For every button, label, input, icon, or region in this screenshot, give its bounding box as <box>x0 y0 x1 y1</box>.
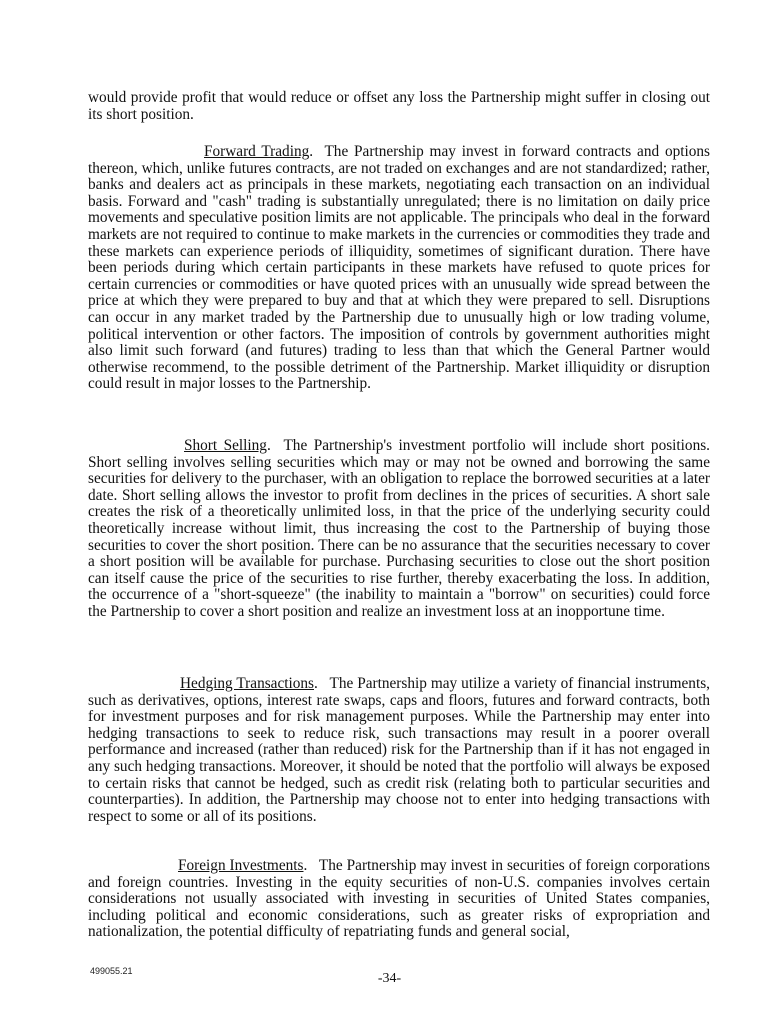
page-number: -34- <box>377 971 402 986</box>
section-body: The Partnership's investment portfolio will include short positions. Short selling involves selling securities which may or may not be owned and borrowing the same securities for delivery to the purchaser, with an obligation to replace the borrowed securities at a later date. Short selling allows the investor to profit from declines in the prices of securities. A short sale creates the risk of a theoretically unlimited loss, in that the price of the underlying security could theoretically increase without limit, thus increasing the cost to the Partnership of buying those securities to cover the short position. There can be no assurance that the securities necessary to cover a short position will be available for purchase. Purchasing securities to close out the short position can itself cause the price of the securities to rise further, thereby exacerbating the loss. In addition, the occurrence of a "short-squeeze" (the inability to maintain a "borrow" on securities) could force the Partnership to cover a short position and realize an investment loss at an inopportune time. <box>88 437 710 620</box>
document-id: 499055.21 <box>90 966 133 976</box>
section-heading: Hedging Transactions <box>180 675 314 692</box>
section-heading: Foreign Investments <box>178 857 304 874</box>
section-heading: Short Selling <box>184 437 267 454</box>
continuation-paragraph: would provide profit that would reduce or offset any loss the Partnership might suffer in closing out its short position. <box>88 89 710 123</box>
section-foreign-investments: Foreign Investments. The Partnership may invest in securities of foreign corporations and foreign countries. Investing in the equity securities of non-U.S. companies involves certain considerations not usually associated with investing in securities of United States companies, including political and economic considerations, such as greater risks of expropriation and nationalization, the potential difficulty of repatriating funds and general social, <box>88 857 710 941</box>
section-short-selling: Short Selling. The Partnership's investment portfolio will include short positions. Short selling involves selling securities which may or may not be owned and borrowing the same securities for delivery to the purchaser, with an obligation to replace the borrowed securities at a later date. Short selling allows the investor to profit from declines in the prices of securities. A short sale creates the risk of a theoretically unlimited loss, in that the price of the underlying security could theoretically increase without limit, thus increasing the cost to the Partnership of buying those securities to cover the short position. There can be no assurance that the securities necessary to cover a short position will be available for purchase. Purchasing securities to close out the short position can itself cause the price of the securities to rise further, thereby exacerbating the loss. In addition, the occurrence of a "short-squeeze" (the inability to maintain a "borrow" on securities) could force the Partnership to cover a short position and realize an investment loss at an inopportune time. <box>88 437 710 620</box>
section-hedging-transactions: Hedging Transactions. The Partnership may utilize a variety of financial instruments, such as derivatives, options, interest rate swaps, caps and floors, futures and forward contracts, both for investment purposes and for risk management purposes. While the Partnership may enter into hedging transactions to seek to reduce risk, such transactions may result in a poorer overall performance and increased (rather than reduced) risk for the Partnership than if it has not engaged in any such hedging transactions. Moreover, it should be noted that the portfolio will always be exposed to certain risks that cannot be hedged, such as credit risk (relating both to particular securities and counterparties). In addition, the Partnership may choose not to enter into hedging transactions with respect to some or all of its positions. <box>88 675 710 825</box>
section-heading: Forward Trading <box>204 143 310 160</box>
section-body: The Partnership may invest in securities of foreign corporations and foreign countries. Investing in the equity securities of non-U.S. companies involves certain considerations not usually associated with investing in securities of United States companies, including political and economic considerations, such as greater risks of expropriation and nationalization, the potential difficulty of repatriating funds and general social, <box>88 857 710 941</box>
section-body: The Partnership may invest in forward contracts and options thereon, which, unlike futures contracts, are not traded on exchanges and are not standardized; rather, banks and dealers act as principals in these markets, negotiating each transaction on an individual basis. Forward and "cash" trading is substantially unregulated; there is no limitation on daily price movements and speculative position limits are not applicable. The principals who deal in the forward markets are not required to continue to make markets in the currencies or commodities they trade and these markets can experience periods of illiquidity, sometimes of significant duration. There have been periods during which certain participants in these markets have refused to quote prices for certain currencies or commodities or have quoted prices with an unusually wide spread between the price at which they were prepared to buy and that at which they were prepared to sell. Disruptions can occur in any market traded by the Partnership due to unusually high or low trading volume, political intervention or other factors. The imposition of controls by government authorities might also limit such forward (and futures) trading to less than that which the General Partner would otherwise recommend, to the possible detriment of the Partnership. Market illiquidity or disruption could result in major losses to the Partnership. <box>88 143 710 393</box>
section-body: The Partnership may utilize a variety of financial instruments, such as derivatives, options, interest rate swaps, caps and floors, futures and forward contracts, both for investment purposes and for risk management purposes. While the Partnership may enter into hedging transactions to seek to reduce risk, such transactions may result in a poorer overall performance and increased (rather than reduced) risk for the Partnership than if it has not engaged in any such hedging transactions. Moreover, it should be noted that the portfolio will always be exposed to certain risks that cannot be hedged, such as credit risk (relating both to particular securities and counterparties). In addition, the Partnership may choose not to enter into hedging transactions with respect to some or all of its positions. <box>88 675 710 825</box>
section-forward-trading: Forward Trading. The Partnership may invest in forward contracts and options thereon, which, unlike futures contracts, are not traded on exchanges and are not standardized; rather, banks and dealers act as principals in these markets, negotiating each transaction on an individual basis. Forward and "cash" trading is substantially unregulated; there is no limitation on daily price movements and speculative position limits are not applicable. The principals who deal in the forward markets are not required to continue to make markets in the currencies or commodities they trade and these markets can experience periods of illiquidity, sometimes of significant duration. There have been periods during which certain participants in these markets have refused to quote prices for certain currencies or commodities or have quoted prices with an unusually wide spread between the price at which they were prepared to buy and that at which they were prepared to sell. Disruptions can occur in any market traded by the Partnership due to unusually high or low trading volume, political intervention or other factors. The imposition of controls by government authorities might also limit such forward (and futures) trading to less than that which the General Partner would otherwise recommend, to the possible detriment of the Partnership. Market illiquidity or disruption could result in major losses to the Partnership. <box>88 143 710 393</box>
